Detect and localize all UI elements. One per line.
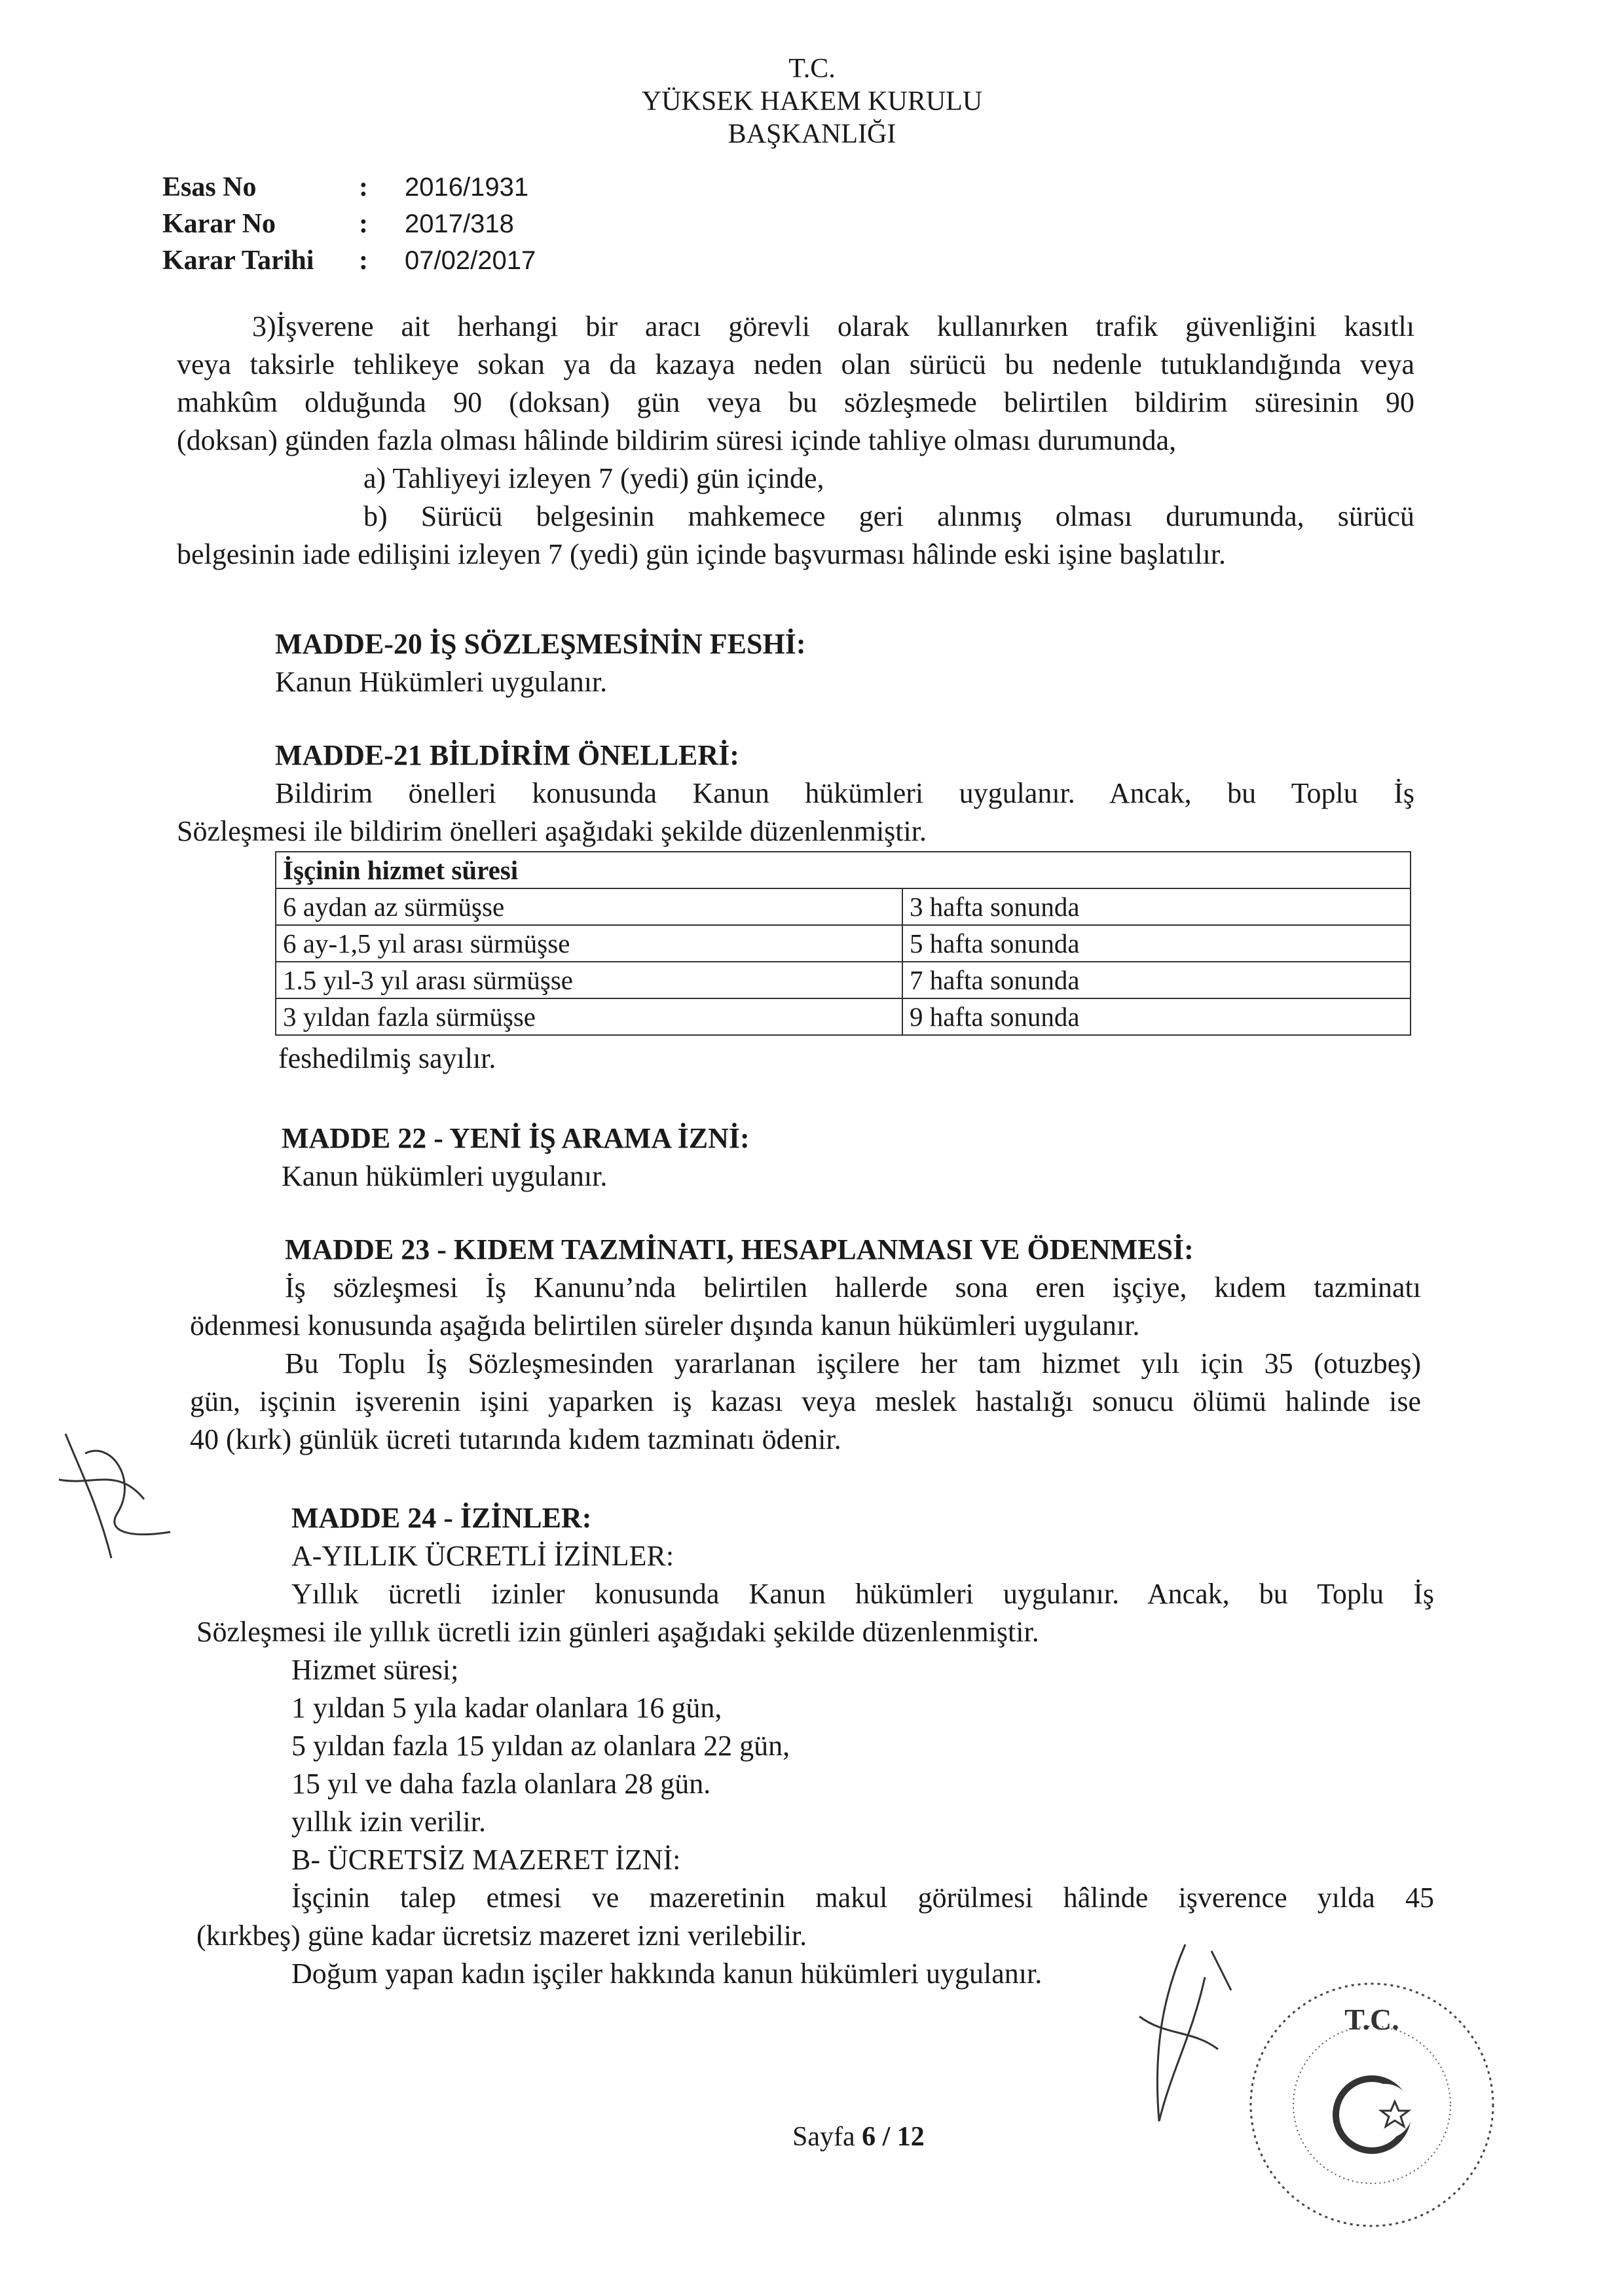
madde-23: MADDE 23 - KIDEM TAZMİNATI, HESAPLANMASI VE ÖDENMESİ: İş sözleşmesi İş Kanunu’nda belirtilen hallerde sona eren işçiye, kıdem tazminatı ödenmesi konusunda aşağıda belirtilen süreler dışında kanun hükümleri uygulanır. Bu Toplu İş Sözleşmesinden yararlanan işçilere her tam hizmet yılı için 35 (otuzbeş) gün, işçinin işverenin işini yaparken iş kazası veya meslek hastalığı sonucu ölümü halinde ise 40 (kırk) günlük ücreti tutarında kıdem tazminatı ödenir. — [190, 1231, 1421, 1459]
header-institution: YÜKSEK HAKEM KURULU — [641, 86, 983, 117]
table-row: 6 aydan az sürmüşse 3 hafta sonunda — [276, 888, 1411, 925]
meta-tarih: Karar Tarihi : 07/02/2017 — [162, 246, 536, 276]
madde-20-title: MADDE-20 İŞ SÖZLEŞMESİNİN FESHİ: — [275, 628, 806, 660]
annual-leave-title: A-YILLIK ÜCRETLİ İZİNLER: — [291, 1540, 674, 1572]
table-row — [276, 852, 1411, 888]
page-footer — [792, 2121, 925, 2153]
seal-text: T.C. — [1344, 2003, 1399, 2036]
table-row: 3 yıldan fazla sürmüşse 9 hafta sonunda — [276, 998, 1411, 1035]
madde-21: MADDE-21 BİLDİRİM ÖNELLERİ: Bildirim önelleri konusunda Kanun hükümleri uygulanır. Ancak, bu Toplu İş Sözleşmesi ile bildirim önelleri aşağıdaki şekilde düzenlenmiştir. — [177, 737, 1414, 850]
table-row: 6 ay-1,5 yıl arası sürmüşse 5 hafta sonunda — [276, 925, 1411, 962]
table-header: İşçinin hizmet süresi — [276, 852, 1411, 888]
madde-21-after: feshedilmiş sayılır. — [278, 1042, 496, 1074]
madde-24-title: MADDE 24 - İZİNLER: — [291, 1502, 592, 1534]
signature-left — [39, 1427, 196, 1578]
footer-prefix: Sayfa — [792, 2122, 855, 2152]
header-tc: T.C. — [788, 54, 836, 84]
official-seal — [1231, 1971, 1513, 2239]
page-number: 6 / 12 — [862, 2122, 925, 2152]
document-header — [0, 52, 1624, 151]
meta-esas: Esas No : 2016/1931 — [162, 172, 529, 202]
notice-period-table — [275, 851, 1411, 1036]
madde-20 — [275, 625, 1414, 701]
madde-23-title: MADDE 23 - KIDEM TAZMİNATI, HESAPLANMASI VE ÖDENMESİ: — [285, 1233, 1194, 1266]
madde-22-text: Kanun hükümleri uygulanır. — [282, 1160, 608, 1192]
madde-22 — [282, 1120, 1414, 1195]
meta-karar: Karar No : 2017/318 — [162, 209, 514, 239]
madde-21-title: MADDE-21 BİLDİRİM ÖNELLERİ: — [275, 739, 739, 771]
unpaid-leave-title: B- ÜCRETSİZ MAZERET İZNİ: — [291, 1844, 681, 1876]
item-3-paragraph: 3)İşverene ait herhangi bir aracı görevli olarak kullanırken trafik güvenliğini kasıtlı veya taksirle tehlikeye sokan ya da kazaya neden olan sürücü bu nedenle tutuklandığında veya mahkûm olduğunda 90 (doksan) gün veya bu sözleşmede belirtilen bildirim süresinin 90 (doksan) günden fazla olması hâlinde bildirim süresi içinde tahliye olması durumunda, a) Tahliyeyi izleyen 7 (yedi) gün içinde, b) Sürücü belgesinin mahkemece geri alınmış olması durumunda, sürücü belgesinin iade edilişini izleyen 7 (yedi) gün içinde başvurması hâlinde eski işine başlatılır. — [177, 310, 1414, 570]
signature-right — [1113, 1938, 1244, 2134]
madde-24: MADDE 24 - İZİNLER: A-YILLIK ÜCRETLİ İZİNLER: Yıllık ücretli izinler konusunda Kanun hükümleri uygulanır. Ancak, bu Toplu İş Sözleşmesi ile yıllık ücretli izin günleri aşağıdaki şekilde düzenlenmiştir. Hizmet süresi; 1 yıldan 5 yıla kadar olanlara 16 gün, 5 yıldan fazla 15 yıldan az olanlara 22 gün, 15 yıl ve daha fazla olanlara 28 gün. yıllık izin verilir. B- ÜCRETSİZ MAZERET İZNİ: İşçinin talep etmesi ve mazeretinin makul görülmesi hâlinde işverence yılda 45 (kırkbeş) güne kadar ücretsiz mazeret izni verilebilir. Doğum yapan kadın işçiler hakkında kanun hükümleri uygulanır. — [196, 1499, 1434, 1993]
header-presidency: BAŞKANLIĞI — [728, 119, 896, 149]
table-row: 1.5 yıl-3 yıl arası sürmüşse 7 hafta sonunda — [276, 962, 1411, 998]
madde-22-title: MADDE 22 - YENİ İŞ ARAMA İZNİ: — [282, 1122, 750, 1154]
madde-20-text: Kanun Hükümleri uygulanır. — [275, 666, 608, 698]
case-meta — [162, 169, 536, 279]
